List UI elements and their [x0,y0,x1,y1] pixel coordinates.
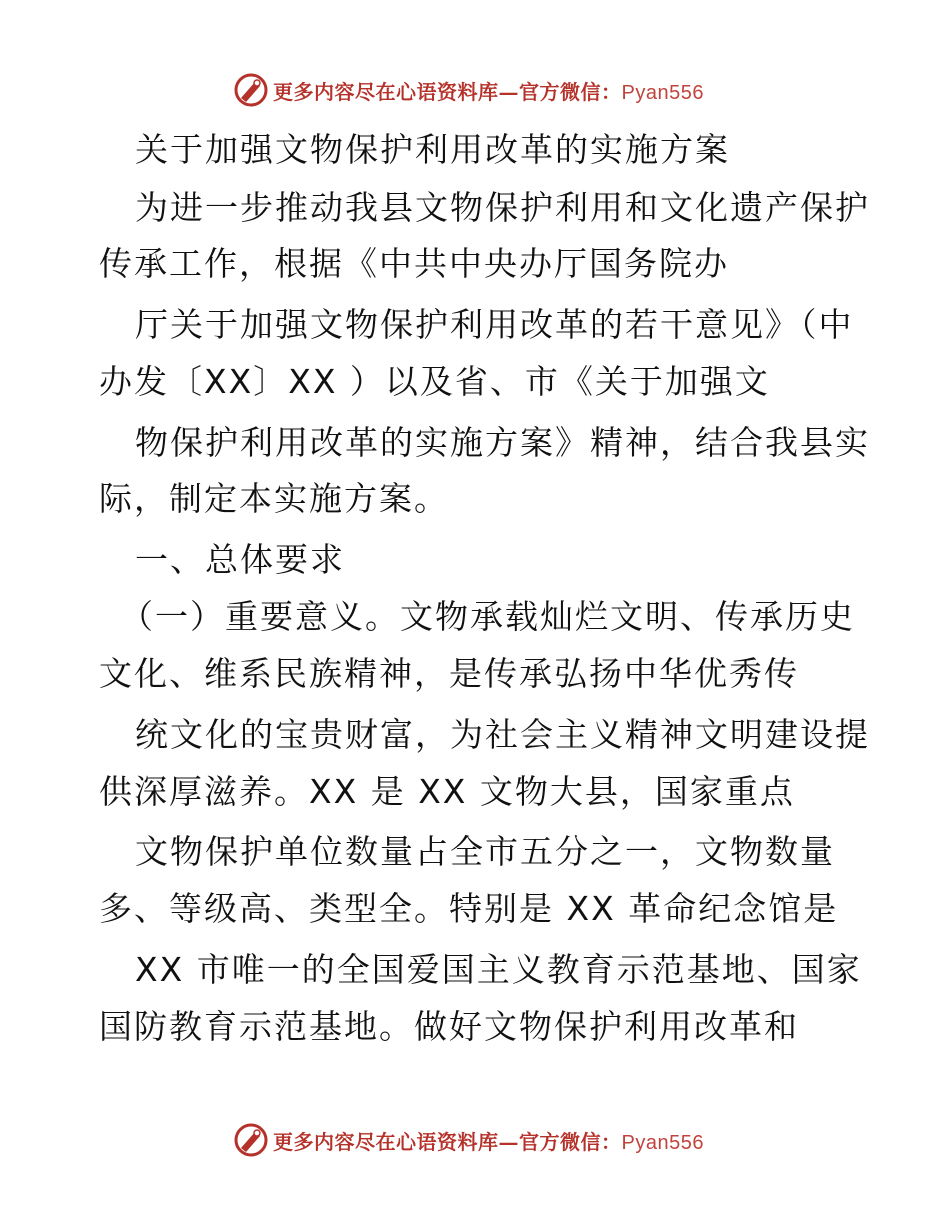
watermark-id: Pyan556 [621,1131,704,1154]
watermark-header [233,70,704,110]
paragraph-line: XX 市唯一的全国爱国主义教育示范基地、国家 [135,950,862,989]
paragraph-line: 统文化的宝贵财富，为社会主义精神文明建设提 [135,715,870,754]
watermark-brand: 更多内容尽在心语资料库 [273,1129,499,1154]
watermark-suffix: 官方微信： [519,79,622,104]
paragraph-line: 传承工作，根据《中共中央办厅国务院办 [99,244,729,283]
paragraph-line: （一）重要意义。文物承载灿烂文明、传承历史 [120,597,855,636]
watermark-id: Pyan556 [621,81,704,104]
paragraph-line: 文物保护单位数量占全市五分之一，文物数量 [135,832,835,871]
paragraph-line: 文化、维系民族精神，是传承弘扬中华优秀传 [99,654,799,693]
pen-logo-icon [233,72,269,108]
paragraph-line: 多、等级高、类型全。特别是 XX 革命纪念馆是 [99,889,839,928]
paragraph-line: 际，制定本实施方案。 [99,479,449,518]
pen-logo-icon [233,1122,269,1158]
watermark-text [273,1126,704,1155]
watermark-text [273,76,704,105]
paragraph-line: 国防教育示范基地。做好文物保护利用改革和 [99,1007,799,1046]
document-title: 关于加强文物保护利用改革的实施方案 [135,130,730,169]
paragraph-line: 办发〔XX〕XX ）以及省、市《关于加强文 [99,362,770,401]
watermark-separator: — [498,1129,519,1154]
paragraph-line: 物保护利用改革的实施方案》精神，结合我县实 [135,423,870,462]
watermark-brand: 更多内容尽在心语资料库 [273,79,499,104]
section-heading: 一、总体要求 [135,540,345,579]
paragraph-line: 为进一步推动我县文物保护利用和文化遗产保护 [135,188,870,227]
paragraph-line: 厅关于加强文物保护利用改革的若干意见》（中 [135,305,854,344]
watermark-separator: — [498,79,519,104]
paragraph-line: 供深厚滋养。XX 是 XX 文物大县，国家重点 [99,772,795,811]
watermark-suffix: 官方微信： [519,1129,622,1154]
watermark-footer [233,1120,704,1160]
